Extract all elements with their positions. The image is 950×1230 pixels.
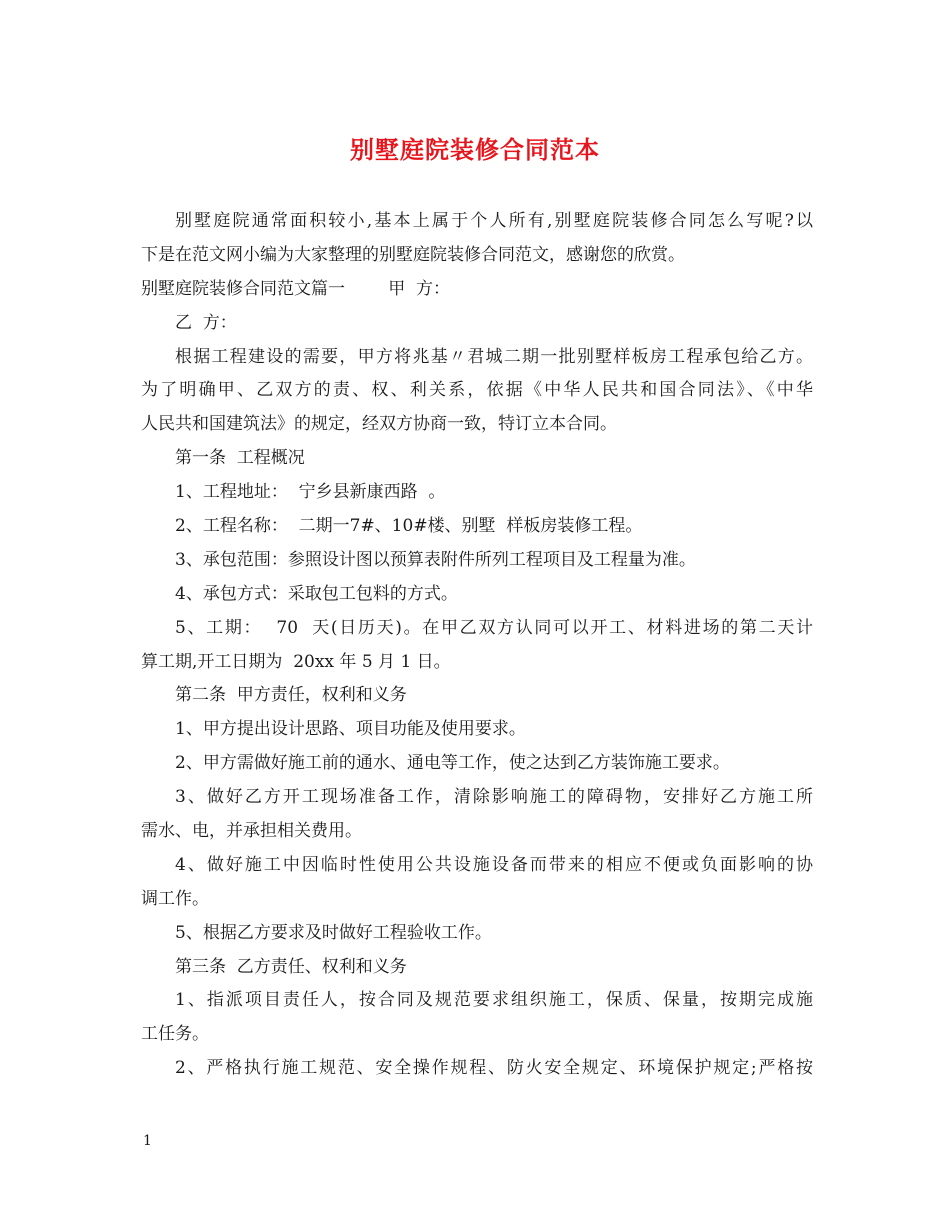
document-title: 别墅庭院装修合同范本: [350, 135, 600, 164]
list-item: 1、甲方提出设计思路、项目功能及使用要求。: [175, 719, 526, 740]
paragraph-line: 为了明确甲、乙双方的责、权、利关系，依据《中华人民共和国合同法》、《中华: [141, 380, 813, 401]
paragraph-line: 根据工程建设的需要，甲方将兆基〃君城二期一批别墅样板房工程承包给乙方。: [175, 346, 813, 367]
paragraph-line: 下是在范文网小编为大家整理的别墅庭院装修合同范文，感谢您的欣赏。: [141, 244, 685, 265]
list-item: 2、工程名称： 二期一7#、10#楼、别墅 样板房装修工程。: [175, 516, 643, 537]
list-item: 1、工程地址： 宁乡县新康西路 。: [175, 482, 446, 503]
document-body: [141, 205, 813, 1086]
list-item-continuation: 需水、电，并承担相关费用。: [141, 821, 362, 842]
list-item: 4、做好施工中因临时性使用公共设施设备而带来的相应不便或负面影响的协: [175, 854, 813, 875]
list-item: 3、做好乙方开工现场准备工作，清除影响施工的障碍物，安排好乙方施工所: [175, 787, 813, 808]
list-item-continuation: 调工作。: [141, 888, 209, 909]
section-intro-line: 别墅庭院装修合同范文篇一 甲 方：: [141, 278, 451, 299]
list-item: 4、承包方式：采取包工包料的方式。: [175, 583, 458, 604]
list-item: 2、甲方需做好施工前的通水、通电等工作，使之达到乙方装饰施工要求。: [175, 753, 730, 774]
list-item-continuation: 算工期,开工日期为 20xx 年 5 月 1 日。: [141, 651, 451, 672]
paragraph-line: 人民共和国建筑法》的规定，经双方协商一致，特订立本合同。: [141, 414, 617, 435]
list-item: 2、严格执行施工规范、安全操作规程、防火安全规定、环境保护规定;严格按: [175, 1058, 813, 1079]
list-item: 3、承包范围：参照设计图以预算表附件所列工程项目及工程量为准。: [175, 549, 696, 570]
page-number: 1: [143, 1133, 152, 1149]
party-b-line: 乙 方：: [175, 312, 237, 333]
list-item: 1、指派项目责任人，按合同及规范要求组织施工，保质、保量，按期完成施: [175, 990, 813, 1011]
list-item: 5、根据乙方要求及时做好工程验收工作。: [175, 922, 492, 943]
article-heading: 第一条 工程概况: [175, 448, 305, 469]
list-item-continuation: 工任务。: [141, 1024, 209, 1045]
list-item: 5、工期： 70 天(日历天)。在甲乙双方认同可以开工、材料进场的第二天计: [175, 617, 813, 638]
article-heading: 第三条 乙方责任、权利和义务: [175, 956, 407, 977]
article-heading: 第二条 甲方责任，权利和义务: [175, 685, 407, 706]
paragraph-line: 别墅庭院通常面积较小,基本上属于个人所有,别墅庭院装修合同怎么写呢?以: [175, 211, 813, 231]
